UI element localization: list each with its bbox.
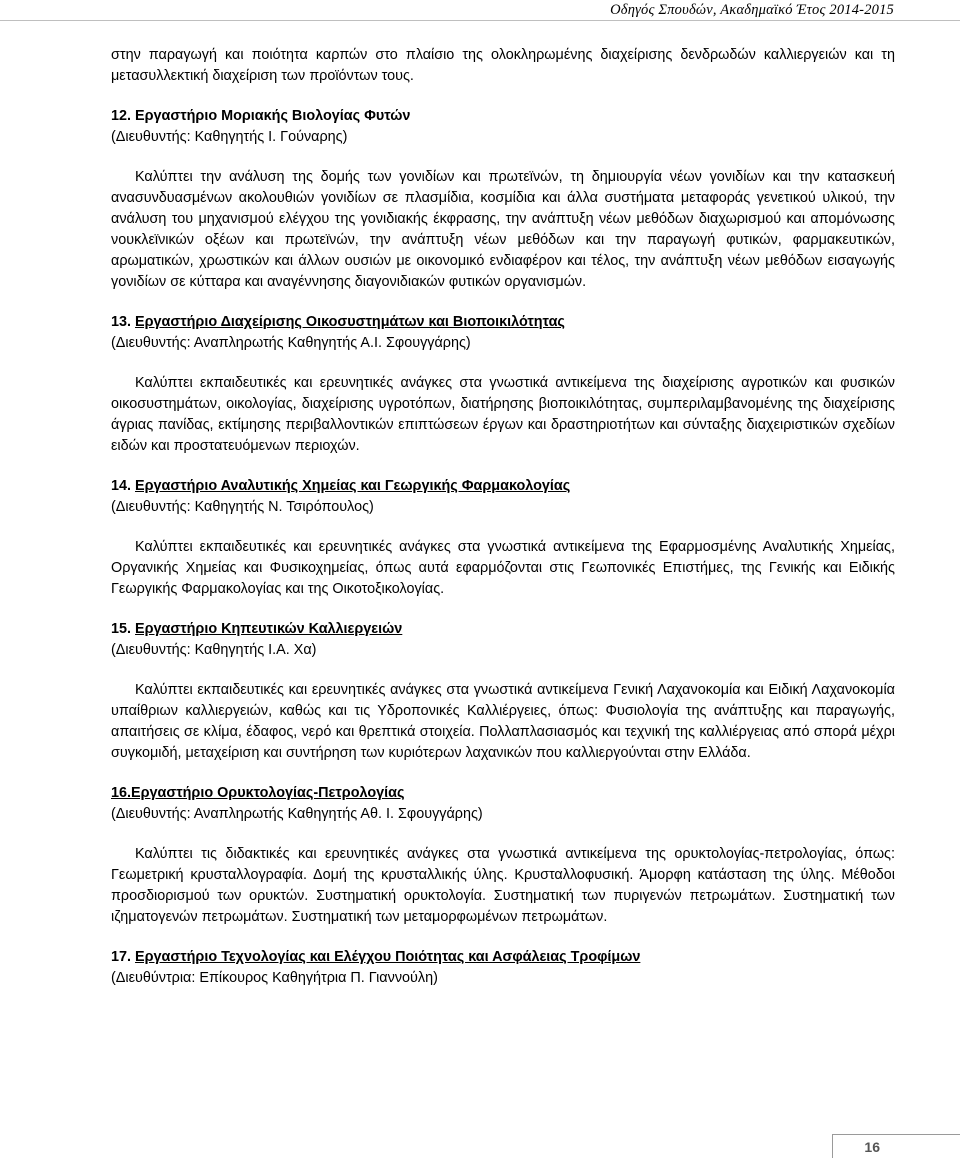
section-number: 17. bbox=[111, 949, 132, 965]
section-title: Εργαστήριο Διαχείρισης Οικοσυστημάτων και Βιοποικιλότητας bbox=[135, 314, 565, 330]
section-description: Καλύπτει τις διδακτικές και ερευνητικές ανάγκες στα γνωστικά αντικείμενα της ορυκτολογίας-πετρολογίας, όπως: Γεωμετρική κρυσταλλογραφία. Δομή της κρυσταλλικής ύλης. Κρυσταλλοφυσική. Άμορφη κατάσταση της ύλης. Μέθοδοι προσδιορισμού των ορυκτών. Συστηματική ορυκτολογία. Συστηματική των πυριγενών πετρωμάτων. Συστηματική των ιζηματογενών πετρωμάτων. Συστηματική των μεταμορφωμένων πετρωμάτων. bbox=[111, 846, 895, 925]
section-description: Καλύπτει εκπαιδευτικές και ερευνητικές ανάγκες στα γνωστικά αντικείμενα της Εφαρμοσμένης Αναλυτικής Χημείας, Οργανικής Χημείας και Φυσικοχημείας, όπως αυτά εφαρμόζονται στις Γεωπονικές Επιστήμες, της Γενικής και Ειδικής Γεωργικής Φαρμακολογίας και της Οικοτοξικολογίας. bbox=[111, 539, 895, 597]
section-title: Εργαστήριο Κηπευτικών Καλλιεργειών bbox=[135, 621, 403, 637]
section-number: 13. bbox=[111, 314, 132, 330]
section-heading bbox=[111, 106, 895, 127]
section-title: Εργαστήριο Ορυκτολογίας-Πετρολογίας bbox=[131, 785, 405, 801]
footer-box bbox=[832, 1134, 960, 1158]
lab-section-16 bbox=[111, 783, 895, 928]
lab-section-13 bbox=[111, 312, 895, 457]
section-description: Καλύπτει την ανάλυση της δομής των γονιδίων και πρωτεϊνών, τη δημιουργία νέων γονιδίων και την κατασκευή ανασυνδυασμένων ακολουθιών γονιδίων σε πλασμίδια, κοσμίδια και άλλα συστήματα μεταφοράς γενετικού υλικού, την ανάλυση του μηχανισμού ελέγχου της γονιδιακής έκφρασης, την ανάπτυξη νέων μεθόδων διαχωρισμού και απομόνωσης νουκλεϊνικών οξέων και πρωτεϊνών, την ανάπτυξη νέων μεθόδων και την παραγωγή φυτικών, φαρμακευτικών, αρωματικών, χρωστικών και άλλων ουσιών με οικονομικό ενδιαφέρον και τέλος, την ανάπτυξη νέων μεθόδων εισαγωγής γονιδίων σε κύτταρα και αναγέννησης διαγονιδιακών φυτικών οργανισμών. bbox=[111, 169, 895, 290]
section-title: Εργαστήριο Τεχνολογίας και Ελέγχου Ποιότητας και Ασφάλειας Τροφίμων bbox=[135, 949, 641, 965]
lab-section-17 bbox=[111, 947, 895, 989]
section-number: 14. bbox=[111, 478, 132, 494]
section-number: 12. bbox=[111, 108, 132, 124]
running-header: Οδηγός Σπουδών, Ακαδημαϊκό Έτος 2014-2015 bbox=[610, 2, 894, 18]
section-description: Καλύπτει εκπαιδευτικές και ερευνητικές ανάγκες στα γνωστικά αντικείμενα Γενική Λαχανοκομία και Ειδική Λαχανοκομία υπαίθριων καλλιεργειών, καθώς και τις Υδροπονικές Καλλιέργειες, όπως: Φυσιολογία της ανάπτυξης και παραγωγής, απαιτήσεις σε κλίμα, έδαφος, νερό και θρεπτικά στοιχεία. Πολλαπλασιασμός και τεχνική της καλλιέργειας από σπορά μέχρι συγκομιδή, μεταχείριση και συντήρηση των κυριότερων λαχανικών που καλλιεργούνται στην Ελλάδα. bbox=[111, 682, 895, 761]
lab-section-12 bbox=[111, 106, 895, 293]
section-title: Εργαστήριο Αναλυτικής Χημείας και Γεωργικής Φαρμακολογίας bbox=[135, 478, 571, 494]
section-heading bbox=[111, 947, 895, 968]
section-heading bbox=[111, 312, 895, 333]
document-body bbox=[111, 45, 895, 989]
lab-section-15 bbox=[111, 619, 895, 764]
section-description: Καλύπτει εκπαιδευτικές και ερευνητικές ανάγκες στα γνωστικά αντικείμενα της διαχείρισης αγροτικών και φυσικών οικοσυστημάτων, οικολογίας, διαχείρισης υγροτόπων, διατήρησης βιοποικιλότητας, συμπεριλαμβανομένης της διαχείρισης άγριας πανίδας, εκτίμησης περιβαλλοντικών επιπτώσεων έργων και δραστηριοτήτων και σύνταξης διαχειριστικών σχεδίων ειδών και προστατευόμενων περιοχών. bbox=[111, 375, 895, 454]
section-heading bbox=[111, 476, 895, 497]
lab-section-14 bbox=[111, 476, 895, 600]
page-number: 16 bbox=[864, 1139, 880, 1155]
section-director: (Διευθυντής: Καθηγητής Ι. Γούναρης) bbox=[111, 129, 348, 145]
intro-paragraph: στην παραγωγή και ποιότητα καρπών στο πλαίσιο της ολοκληρωμένης διαχείρισης δενδρωδών καλλιεργειών και τη μετασυλλεκτική διαχείριση των προϊόντων τους. bbox=[111, 47, 895, 84]
section-title: Εργαστήριο Μοριακής Βιολογίας Φυτών bbox=[135, 108, 411, 124]
section-heading bbox=[111, 783, 895, 804]
section-director: (Διευθυντής: Αναπληρωτής Καθηγητής Α.Ι. Σφουγγάρης) bbox=[111, 335, 471, 351]
section-director: (Διευθυντής: Αναπληρωτής Καθηγητής Αθ. Ι. Σφουγγάρης) bbox=[111, 806, 483, 822]
section-director: (Διευθυντής: Καθηγητής Ν. Τσιρόπουλος) bbox=[111, 499, 374, 515]
section-director: (Διευθύντρια: Επίκουρος Καθηγήτρια Π. Γιαννούλη) bbox=[111, 970, 438, 986]
section-director: (Διευθυντής: Καθηγητής Ι.Α. Χα) bbox=[111, 642, 317, 658]
section-number: 16. bbox=[111, 785, 132, 801]
section-heading bbox=[111, 619, 895, 640]
section-number: 15. bbox=[111, 621, 132, 637]
